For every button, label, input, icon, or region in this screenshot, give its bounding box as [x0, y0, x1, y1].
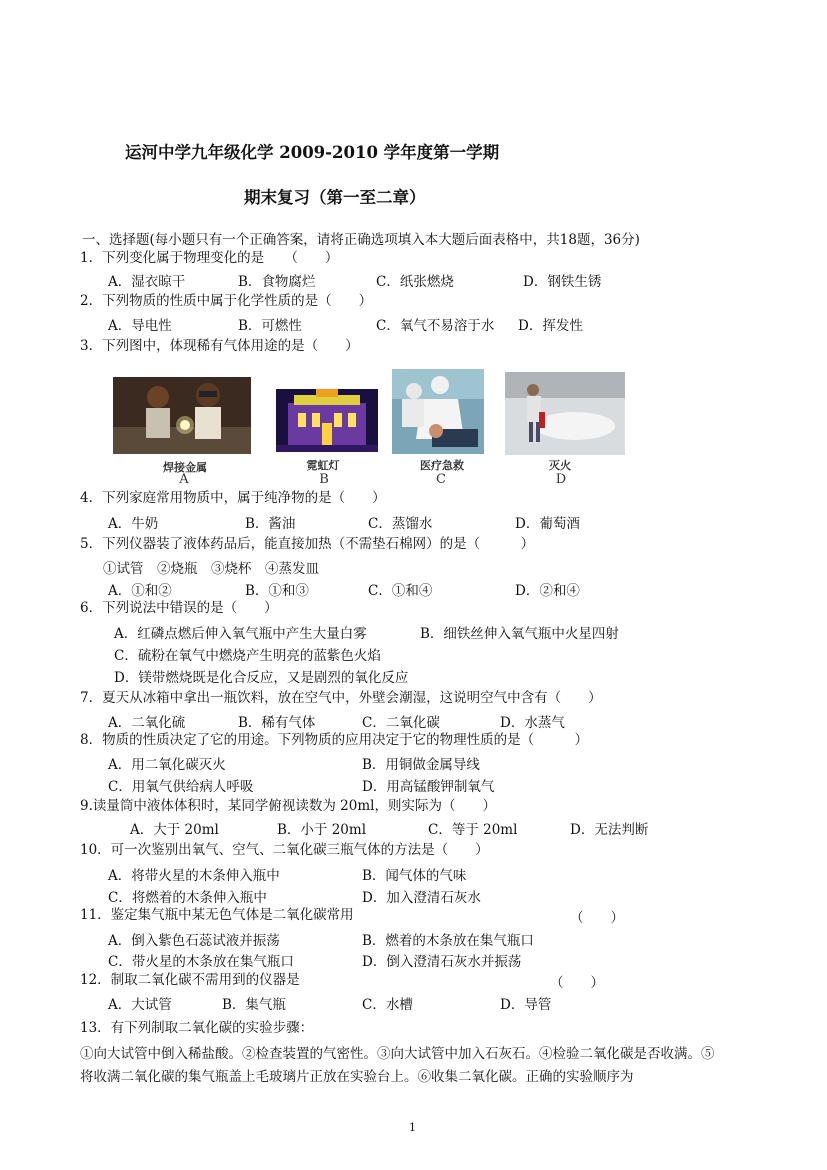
letter-c: C: [436, 472, 446, 487]
caption-welding: 焊接金属: [163, 461, 207, 474]
page-number: 1: [409, 1121, 416, 1134]
question-11-option-a: A．倒入紫色石蕊试液并振荡: [108, 933, 280, 949]
question-10-option-b: B．闻气体的气味: [362, 868, 467, 884]
document-subtitle: 期末复习（第一至二章）: [244, 188, 426, 207]
question-2-option-b: B．可燃性: [238, 318, 302, 334]
question-5-option-d: D．②和④: [515, 583, 580, 599]
question-9-option-d: D．无法判断: [570, 822, 649, 838]
document-title: 运河中学九年级化学 2009-2010 学年度第一学期: [125, 143, 500, 162]
neon-photo: [276, 389, 378, 452]
caption-medical: 医疗急救: [420, 459, 464, 472]
question-12-answer-blank: （ ）: [550, 975, 604, 991]
question-8-option-b: B．用铜做金属导线: [362, 757, 480, 773]
question-11-option-d: D．倒入澄清石灰水并振荡: [362, 954, 522, 970]
question-4-option-b: B．酱油: [245, 516, 296, 532]
question-4-stem: 4．下列家庭常用物质中，属于纯净物的是（ ）: [80, 490, 386, 506]
question-8-stem: 8．物质的性质决定了它的用途。下列物质的应用决定于它的物理性质的是（ ）: [80, 732, 589, 748]
question-9-option-a: A．大于 20ml: [130, 822, 219, 838]
question-2-option-d: D．挥发性: [518, 318, 583, 334]
question-4-option-d: D．葡萄酒: [515, 516, 580, 532]
question-6-option-c: C．硫粉在氧气中燃烧产生明亮的蓝紫色火焰: [114, 648, 381, 664]
question-6-option-b: B．细铁丝伸入氧气瓶中火星四射: [420, 626, 619, 642]
question-6-option-a: A．红磷点燃后伸入氧气瓶中产生大量白雾: [114, 626, 367, 642]
question-13-stem: 13．有下列制取二氧化碳的实验步骤：: [80, 1020, 314, 1036]
question-5-items: ①试管 ②烧瓶 ③烧杯 ④蒸发皿: [103, 561, 319, 577]
question-10-option-d: D．加入澄清石灰水: [362, 890, 481, 906]
letter-d: D: [555, 472, 567, 487]
question-2-option-c: C．氧气不易溶于水: [376, 318, 495, 334]
question-9-stem: 9.读量筒中液体体积时，某同学俯视读数为 20ml，则实际为（ ）: [80, 798, 496, 814]
question-13-steps-line1: ①向大试管中倒入稀盐酸。②检查装置的气密性。③向大试管中加入石灰石。④检验二氧化碳是否收满。⑤: [80, 1046, 715, 1062]
caption-neon: 霓虹灯: [306, 459, 340, 472]
question-12-option-c: C．水槽: [362, 997, 413, 1013]
question-8-option-a: A．用二氧化碳灭火: [108, 757, 226, 773]
question-3-stem: 3．下列图中，体现稀有气体用途的是（ ）: [80, 338, 359, 354]
question-4-option-a: A．牛奶: [108, 516, 159, 532]
question-11-answer-blank: （ ）: [570, 910, 624, 926]
welding-photo: [113, 377, 251, 454]
question-7-option-b: B．稀有气体: [238, 715, 316, 731]
question-5-stem: 5．下列仪器装了液体药品后，能直接加热（不需垫石棉网）的是（ ）: [80, 536, 535, 552]
caption-fire: 灭火: [549, 459, 571, 472]
question-5-option-b: B．①和③: [245, 583, 309, 599]
question-10-option-c: C．将燃着的木条伸入瓶中: [108, 890, 267, 906]
question-4-option-c: C．蒸馏水: [368, 516, 433, 532]
question-7-option-a: A．二氧化硫: [108, 715, 186, 731]
question-2-stem: 2．下列物质的性质中属于化学性质的是（ ）: [80, 293, 373, 309]
question-2-option-a: A．导电性: [108, 318, 172, 334]
question-7-option-c: C．二氧化碳: [362, 715, 440, 731]
question-1-option-d: D．钢铁生锈: [523, 274, 602, 290]
question-11-option-b: B．燃着的木条放在集气瓶口: [362, 933, 534, 949]
medical-photo: [392, 369, 484, 454]
question-10-stem: 10．可一次鉴别出氧气、空气、二氧化碳三瓶气体的方法是（ ）: [80, 842, 489, 858]
question-8-option-d: D．用高锰酸钾制氧气: [362, 779, 495, 795]
question-11-stem: 11．鉴定集气瓶中某无色气体是二氧化碳常用: [80, 907, 354, 923]
letter-b: B: [319, 472, 329, 487]
fire-extinguishing-photo: [505, 372, 625, 455]
question-9-option-b: B．小于 20ml: [277, 822, 367, 838]
question-6-stem: 6．下列说法中错误的是（ ）: [80, 600, 278, 616]
question-1-option-c: C．纸张燃烧: [376, 274, 454, 290]
question-1-option-a: A．湿衣晾干: [108, 274, 186, 290]
question-6-option-d: D．镁带燃烧既是化合反应，又是剧烈的氧化反应: [114, 670, 409, 686]
letter-a: A: [179, 472, 189, 487]
question-7-stem: 7．夏天从冰箱中拿出一瓶饮料，放在空气中，外壁会潮湿，这说明空气中含有（ ）: [80, 690, 602, 706]
question-13-steps-line2: 将收满二氧化碳的集气瓶盖上毛玻璃片正放在实验台上。⑥收集二氧化碳。正确的实验顺序为: [80, 1069, 634, 1085]
section-heading: 一、选择题(每小题只有一个正确答案，请将正确选项填入本大题后面表格中，共18题，36分): [82, 232, 640, 248]
question-7-option-d: D．水蒸气: [500, 715, 565, 731]
question-12-option-d: D．导管: [500, 997, 552, 1013]
question-8-option-c: C．用氧气供给病人呼吸: [108, 779, 254, 795]
question-11-option-c: C．带火星的木条放在集气瓶口: [108, 954, 294, 970]
question-10-option-a: A．将带火星的木条伸入瓶中: [108, 868, 280, 884]
question-12-stem: 12．制取二氧化碳不需用到的仪器是: [80, 972, 300, 988]
question-9-option-c: C．等于 20ml: [428, 822, 518, 838]
question-5-option-c: C．①和④: [368, 583, 433, 599]
question-12-option-a: A．大试管: [108, 997, 172, 1013]
question-5-option-a: A．①和②: [108, 583, 172, 599]
question-1-stem: 1．下列变化属于物理变化的是 （ ）: [80, 250, 339, 266]
question-12-option-b: B．集气瓶: [222, 997, 286, 1013]
question-1-option-b: B．食物腐烂: [238, 274, 316, 290]
